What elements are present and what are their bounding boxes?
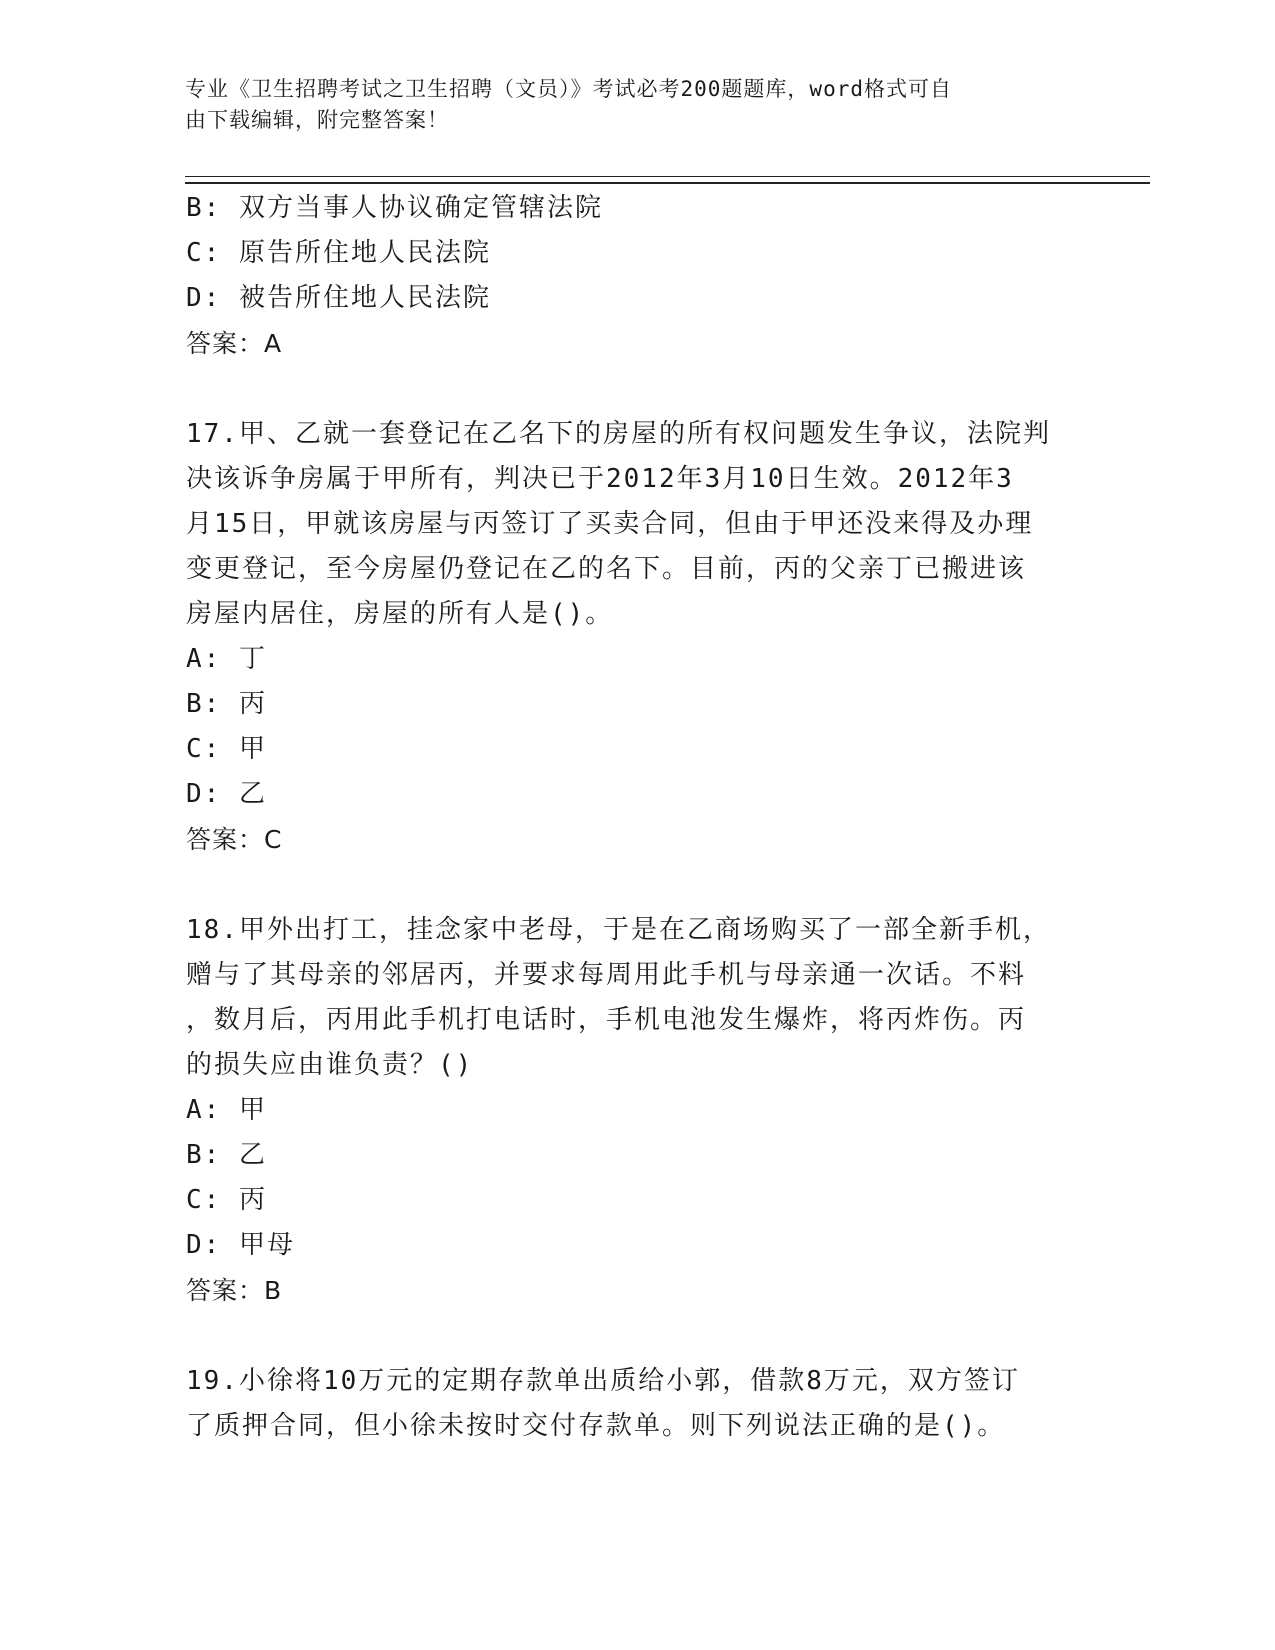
option-c: C: 原告所住地人民法院 xyxy=(186,238,491,268)
document-header xyxy=(185,74,1065,136)
option-d: D: 甲母 xyxy=(186,1230,295,1260)
question-line: 的损失应由谁负责？() xyxy=(186,1050,474,1080)
question-18 xyxy=(186,908,1076,1313)
question-line: 了质押合同，但小徐未按时交付存款单。则下列说法正确的是()。 xyxy=(186,1411,1006,1441)
option-d: D: 乙 xyxy=(186,779,267,809)
header-line-2: 由下载编辑，附完整答案！ xyxy=(185,108,449,132)
answer: 答案：A xyxy=(186,329,283,358)
header-line-1: 专业《卫生招聘考试之卫生招聘（文员）》考试必考200题题库，word格式可自 xyxy=(185,77,952,101)
spacer xyxy=(186,366,1076,412)
question-17 xyxy=(186,412,1076,862)
option-a: A: 丁 xyxy=(186,644,267,674)
question-line: 19.小徐将10万元的定期存款单出质给小郭，借款8万元，双方签订 xyxy=(186,1366,1020,1396)
question-line: 18.甲外出打工，挂念家中老母，于是在乙商场购买了一部全新手机， xyxy=(186,915,1051,945)
header-divider xyxy=(185,176,1150,184)
option-a: A: 甲 xyxy=(186,1095,267,1125)
option-c: C: 丙 xyxy=(186,1185,267,1215)
option-c: C: 甲 xyxy=(186,734,267,764)
question-line: ，数月后，丙用此手机打电话时，手机电池发生爆炸，将丙炸伤。丙 xyxy=(186,1005,1027,1035)
question-line: 决该诉争房属于甲所有，判决已于2012年3月10日生效。2012年3 xyxy=(186,464,1014,494)
option-b: B: 丙 xyxy=(186,689,267,719)
spacer xyxy=(186,862,1076,908)
answer: 答案：C xyxy=(186,825,283,854)
question-16-continued xyxy=(186,186,1076,366)
option-b: B: 乙 xyxy=(186,1140,267,1170)
option-d: D: 被告所住地人民法院 xyxy=(186,283,491,313)
question-text xyxy=(186,1359,1076,1449)
document-body xyxy=(186,186,1076,1449)
question-line: 月15日，甲就该房屋与丙签订了买卖合同，但由于甲还没来得及办理 xyxy=(186,509,1034,539)
question-line: 变更登记，至今房屋仍登记在乙的名下。目前，丙的父亲丁已搬进该 xyxy=(186,554,1027,584)
question-19 xyxy=(186,1359,1076,1449)
question-line: 房屋内居住，房屋的所有人是()。 xyxy=(186,599,614,629)
question-text xyxy=(186,908,1076,1088)
answer: 答案：B xyxy=(186,1276,283,1305)
question-text xyxy=(186,412,1076,637)
spacer xyxy=(186,1313,1076,1359)
question-line: 17.甲、乙就一套登记在乙名下的房屋的所有权问题发生争议，法院判 xyxy=(186,419,1051,449)
option-b: B: 双方当事人协议确定管辖法院 xyxy=(186,193,603,223)
question-line: 赠与了其母亲的邻居丙，并要求每周用此手机与母亲通一次话。不料 xyxy=(186,960,1027,990)
